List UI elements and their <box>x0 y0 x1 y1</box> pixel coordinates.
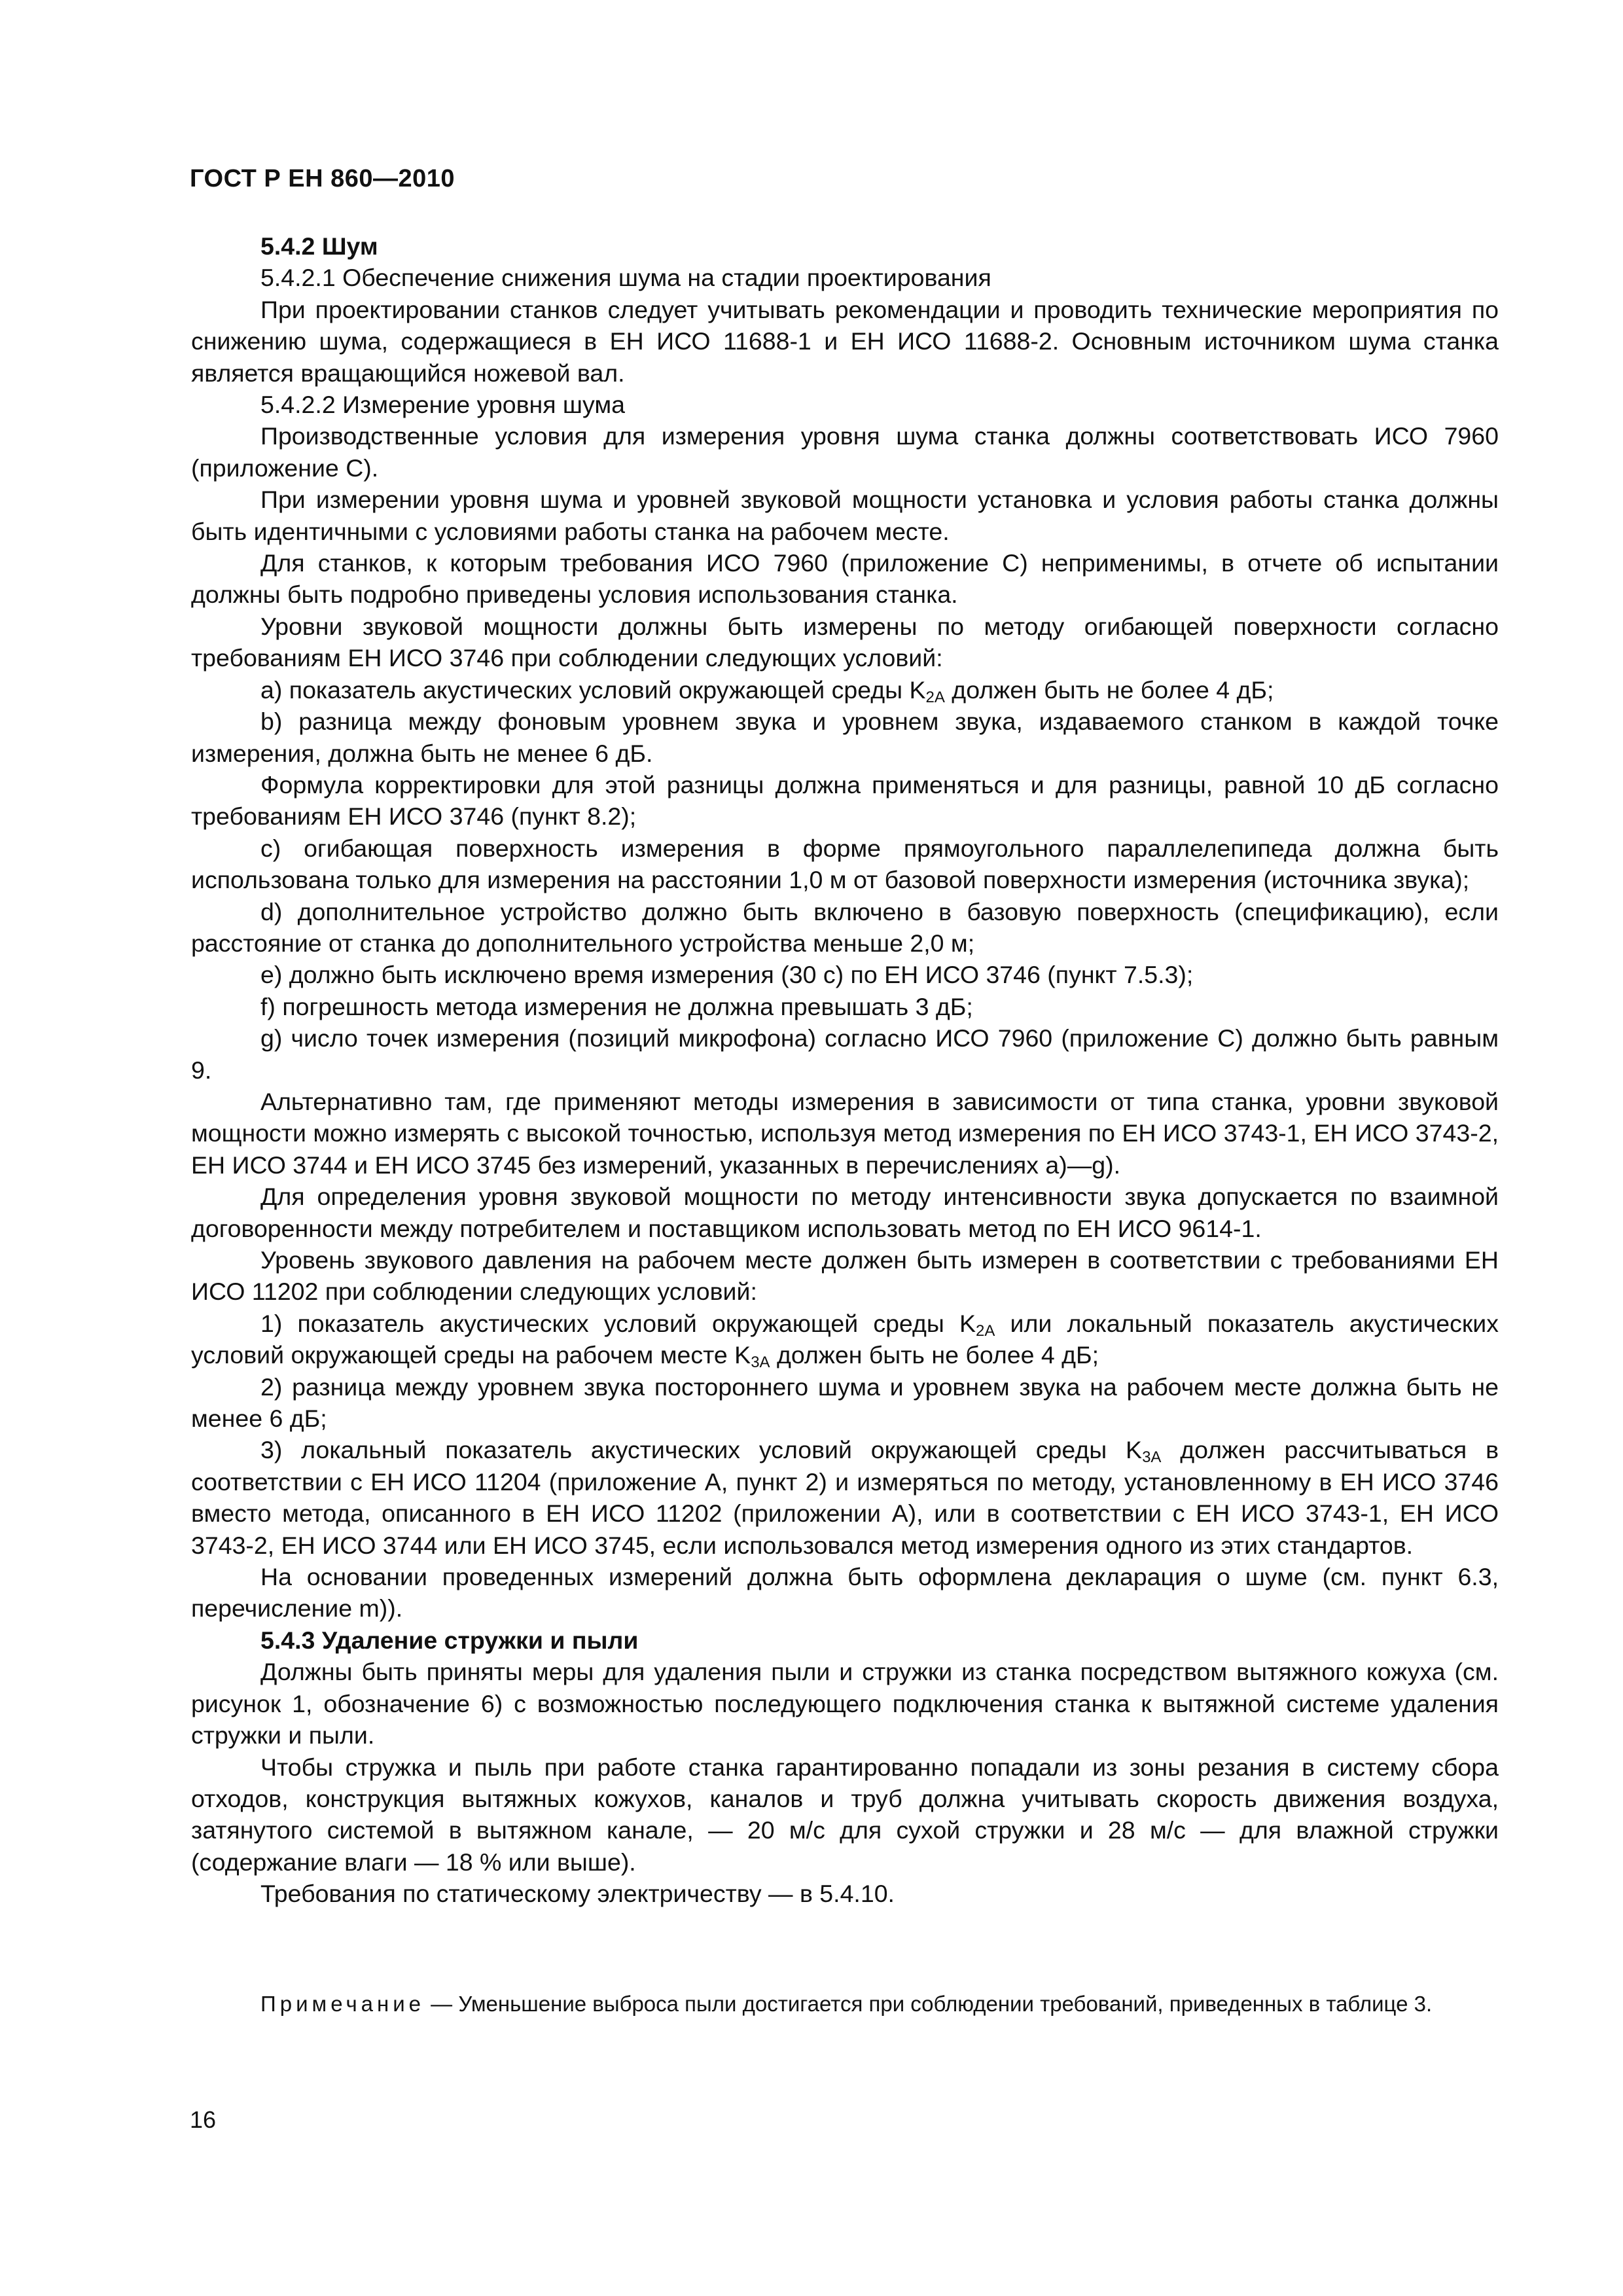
subscript: 3A <box>751 1354 770 1372</box>
note-text: — Уменьшение выброса пыли достигается при соблюдении требований, приведенных в таблице 3. <box>425 1992 1433 2016</box>
subsection-heading-5-4-2-2: 5.4.2.2 Измерение уровня шума <box>260 391 625 419</box>
list-item-a-text: a) показатель акустических условий окружающей среды K <box>260 675 926 704</box>
list-item-e: e) должно быть исключено время измерения (30 с) по ЕН ИСО 3746 (пункт 7.5.3); <box>260 961 1194 989</box>
list-item-1-text-end: должен быть не более 4 дБ; <box>770 1341 1099 1369</box>
document-body <box>191 230 1499 1910</box>
list-item-3-text-end: должен рассчитываться в соответствии с ЕН ИСО 11204 (приложение А, пункт 2) и измеряться по методу, установленному в ЕН ИСО 3746 вместо метода, описанного в ЕН ИСО 11202 (приложении А), или в соответствии с ЕН ИСО 3743-1, ЕН ИСО 3743-2, ЕН ИСО 3744 или ЕН ИСО 3745, если использовался метод измерения одного из этих стандартов. <box>191 1436 1499 1559</box>
list-item-3 <box>191 1434 1499 1561</box>
subscript: 2A <box>925 688 945 706</box>
paragraph: Альтернативно там, где применяют методы измерения в зависимости от типа станка, уровни звуковой мощности можно измерять с высокой точностью, используя метод измерения по ЕН ИСО 3743-1, ЕН ИСО 3743-2, ЕН ИСО 3744 и ЕН ИСО 3745 без измерений, указанных в перечислениях а)—g). <box>191 1087 1499 1179</box>
paragraph: При проектировании станков следует учитывать рекомендации и проводить технические мероприятия по снижению шума, содержащиеся в ЕН ИСО 11688-1 и ЕН ИСО 11688-2. Основным источником шума станка является вращающийся ножевой вал. <box>191 295 1499 387</box>
document-header: ГОСТ Р ЕН 860—2010 <box>190 165 455 192</box>
list-item-2: 2) разница между уровнем звука постороннего шума и уровнем звука на рабочем месте должна быть не менее 6 дБ; <box>191 1372 1499 1433</box>
page-number: 16 <box>190 2106 217 2133</box>
subscript: 3A <box>1142 1448 1162 1467</box>
note-block <box>191 1990 1499 2018</box>
list-item-a <box>191 674 1499 706</box>
paragraph: Производственные условия для измерения уровня шума станка должны соответствовать ИСО 7960 (приложение С). <box>191 422 1499 482</box>
subscript: 2A <box>975 1321 995 1340</box>
paragraph: На основании проведенных измерений должна быть оформлена декларация о шуме (см. пункт 6.3, перечисление m)). <box>191 1563 1499 1623</box>
section-heading-5-4-2: 5.4.2 Шум <box>260 232 378 260</box>
paragraph: Уровень звукового давления на рабочем месте должен быть измерен в соответствии с требованиями ЕН ИСО 11202 при соблюдении следующих условий: <box>191 1246 1499 1306</box>
list-item-g: g) число точек измерения (позиций микрофона) согласно ИСО 7960 (приложение С) должно быть равным 9. <box>191 1024 1499 1084</box>
list-item-3-text: 3) локальный показатель акустических условий окружающей среды K <box>260 1436 1143 1464</box>
list-item-1-text: 1) показатель акустических условий окружающей среды K <box>260 1309 976 1337</box>
paragraph: Для определения уровня звуковой мощности по методу интенсивности звука допускается по взаимной договоренности между потребителем и поставщиком использовать метод по ЕН ИСО 9614-1. <box>191 1183 1499 1242</box>
paragraph: Требования по статическому электричеству — в 5.4.10. <box>260 1880 895 1908</box>
list-item-d: d) дополнительное устройство должно быть включено в базовую поверхность (спецификацию), если расстояние от станка до дополнительного устройства меньше 2,0 м; <box>191 897 1499 957</box>
paragraph: Для станков, к которым требования ИСО 7960 (приложение С) неприменимы, в отчете об испытании должны быть подробно приведены условия использования станка. <box>191 549 1499 609</box>
paragraph: Формула корректировки для этой разницы должна применяться и для разницы, равной 10 дБ согласно требованиям ЕН ИСО 3746 (пункт 8.2); <box>191 770 1499 831</box>
list-item-a-text-end: должен быть не более 4 дБ; <box>944 675 1274 704</box>
paragraph: Должны быть приняты меры для удаления пыли и стружки из станка посредством вытяжного кожуха (см. рисунок 1, обозначение 6) с возможностью последующего подключения станка к вытяжной системе удаления стружки и пыли. <box>191 1658 1499 1749</box>
paragraph: Уровни звуковой мощности должны быть измерены по методу огибающей поверхности согласно требованиям ЕН ИСО 3746 при соблюдении следующих условий: <box>191 612 1499 672</box>
list-item-1 <box>191 1308 1499 1371</box>
subsection-heading-5-4-2-1: 5.4.2.1 Обеспечение снижения шума на стадии проектирования <box>260 264 991 292</box>
paragraph: При измерении уровня шума и уровней звуковой мощности установка и условия работы станка должны быть идентичными с условиями работы станка на рабочем месте. <box>191 486 1499 545</box>
section-heading-5-4-3: 5.4.3 Удаление стружки и пыли <box>260 1626 639 1654</box>
list-item-b: b) разница между фоновым уровнем звука и уровнем звука, издаваемого станком в каждой точке измерения, должна быть не менее 6 дБ. <box>191 708 1499 767</box>
paragraph: Чтобы стружка и пыль при работе станка гарантированно попадали из зоны резания в систему сбора отходов, конструкция вытяжных кожухов, каналов и труб должна учитывать скорость движения воздуха, затянутого системой в вытяжном канале, — 20 м/с для сухой стружки и 28 м/с — для влажной стружки (содержание влаги — 18 % или выше). <box>191 1753 1499 1876</box>
note-paragraph <box>191 1990 1499 2018</box>
list-item-1-text-mid: или локальный показатель акустических условий окружающей среды на рабочем месте K <box>191 1309 1499 1369</box>
note-label: Примечание <box>260 1992 425 2016</box>
list-item-c: c) огибающая поверхность измерения в форме прямоугольного параллелепипеда должна быть использована только для измерения на расстоянии 1,0 м от базовой поверхности измерения (источника звука); <box>191 834 1499 894</box>
list-item-f: f) погрешность метода измерения не должна превышать 3 дБ; <box>260 992 973 1020</box>
